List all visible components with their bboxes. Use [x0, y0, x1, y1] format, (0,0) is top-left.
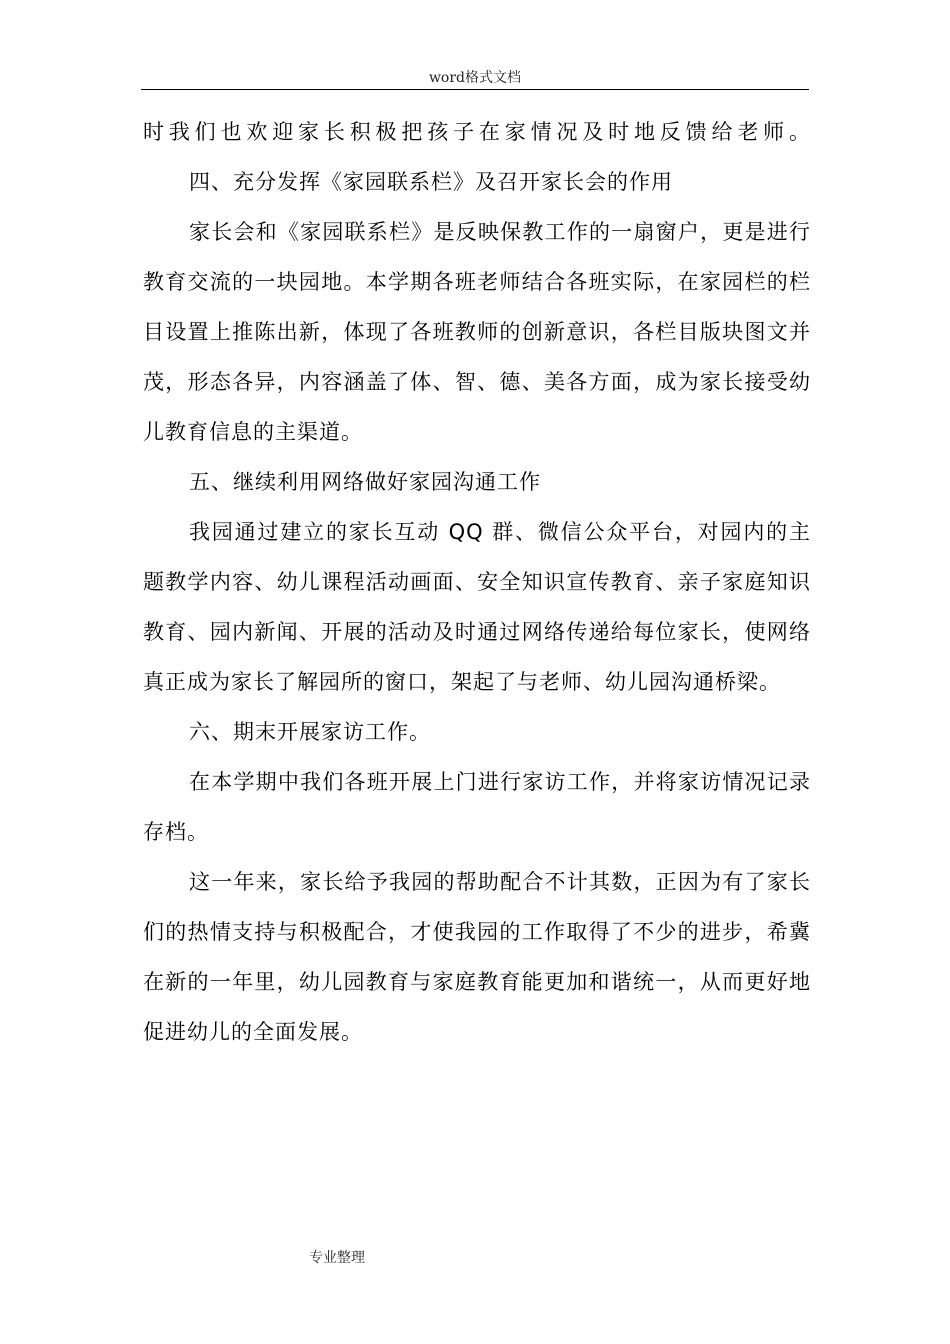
section-heading: 六、期末开展家访工作。 [189, 720, 431, 744]
header-divider [141, 89, 809, 90]
body-line: 促进幼儿的全面发展。 [143, 1020, 363, 1044]
body-line: 存档。 [143, 820, 209, 844]
body-line: 家长会和《家园联系栏》是反映保教工作的一扇窗户，更是进行 [189, 220, 811, 244]
page-footer: 专业整理 [309, 1250, 365, 1266]
body-line: 我园通过建立的家长互动 QQ 群、微信公众平台，对园内的主 [189, 520, 811, 544]
page-header: word格式文档 [428, 70, 522, 86]
body-line: 真正成为家长了解园所的窗口，架起了与老师、幼儿园沟通桥梁。 [143, 670, 781, 694]
body-line: 题教学内容、幼儿课程活动画面、安全知识宣传教育、亲子家庭知识 [143, 570, 811, 594]
body-line: 教育交流的一块园地。本学期各班老师结合各班实际，在家园栏的栏 [143, 270, 811, 294]
body-line: 目设置上推陈出新，体现了各班教师的创新意识，各栏目版块图文并 [143, 320, 811, 344]
body-line: 这一年来，家长给予我园的帮助配合不计其数，正因为有了家长 [189, 870, 811, 894]
body-line: 在本学期中我们各班开展上门进行家访工作，并将家访情况记录 [189, 770, 811, 794]
body-line: 时我们也欢迎家长积极把孩子在家情况及时地反馈给老师。 [143, 120, 811, 144]
document-body [143, 107, 811, 1057]
body-line: 儿教育信息的主渠道。 [143, 420, 363, 444]
body-line: 茂，形态各异，内容涵盖了体、智、德、美各方面，成为家长接受幼 [143, 370, 811, 394]
body-line: 在新的一年里，幼儿园教育与家庭教育能更加和谐统一，从而更好地 [143, 970, 811, 994]
body-line: 教育、园内新闻、开展的活动及时通过网络传递给每位家长，使网络 [143, 620, 811, 644]
section-heading: 四、充分发挥《家园联系栏》及召开家长会的作用 [189, 170, 673, 194]
section-heading: 五、继续利用网络做好家园沟通工作 [189, 470, 541, 494]
body-line: 们的热情支持与积极配合，才使我园的工作取得了不少的进步，希冀 [143, 920, 811, 944]
